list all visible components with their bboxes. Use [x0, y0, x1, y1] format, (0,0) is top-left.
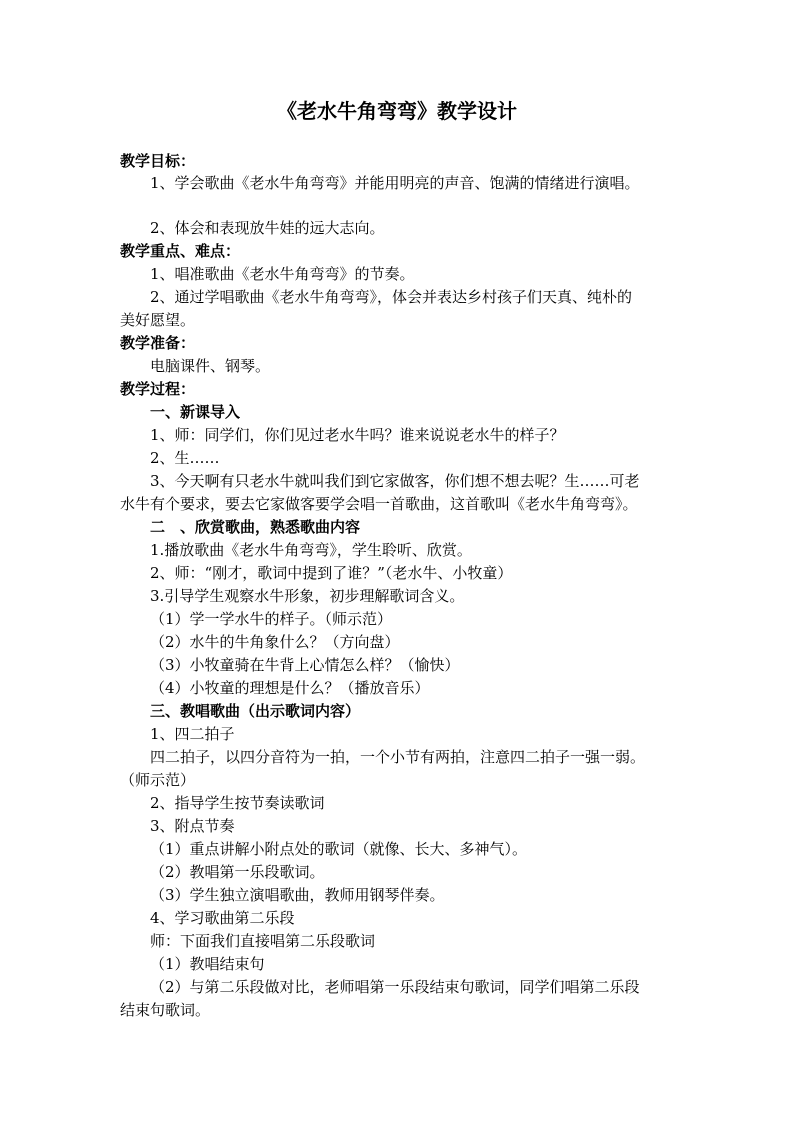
section-3-item-1: 1、四二拍子	[150, 725, 235, 743]
section-3-heading: 三、教唱歌曲（出示歌词内容）	[150, 702, 361, 720]
section-2-heading: 二 、欣赏歌曲，熟悉歌曲内容	[150, 518, 361, 536]
section-1-item-3: 3、今天啊有只老水牛就叫我们到它家做客，你们想不想去呢？生……可老	[150, 472, 640, 490]
key-point-2: 2、通过学唱歌曲《老水牛角弯弯》，体会并表达乡村孩子们天真、纯朴的	[150, 288, 633, 306]
preparation-text: 电脑课件、钢琴。	[150, 357, 271, 375]
section-2-sub-2: （2）水牛的牛角象什么？（方向盘）	[150, 633, 400, 651]
section-3-sub-5-cont: 结束句歌词。	[120, 1001, 211, 1019]
section-3-sub-1: （1）重点讲解小附点处的歌词（就像、长大、多神气）。	[150, 840, 528, 858]
objective-2: 2、体会和表现放牛娃的远大志向。	[150, 219, 385, 237]
heading-key-points: 教学重点、难点：	[120, 242, 241, 260]
section-3-item-3: 3、附点节奏	[150, 817, 235, 835]
section-3-item-1-cont: （师示范）	[120, 771, 196, 789]
section-2-sub-4: （4）小牧童的理想是什么？（播放音乐）	[150, 679, 430, 697]
section-1-item-1: 1、师：同学们，你们见过老水牛吗？谁来说说老水牛的样子？	[150, 426, 565, 444]
section-2-item-3: 3.引导学生观察水牛形象，初步理解歌词含义。	[150, 587, 465, 605]
section-3-sub-2: （2）教唱第一乐段歌词。	[150, 863, 325, 881]
document-title: 《老水牛角弯弯》教学设计	[277, 99, 517, 123]
objective-1: 1、学会歌曲《老水牛角弯弯》并能用明亮的声音、饱满的情绪进行演唱。	[150, 174, 640, 192]
section-3-sub-4: （1）教唱结束句	[150, 955, 265, 973]
section-3-teacher-line: 师：下面我们直接唱第二乐段歌词	[150, 932, 376, 950]
section-1-item-2: 2、生……	[150, 449, 220, 467]
section-2-item-2: 2、师：“刚才，歌词中提到了谁？”（老水牛、小牧童）	[150, 564, 513, 582]
section-3-item-1-text: 四二拍子，以四分音符为一拍，一个小节有两拍，注意四二拍子一强一弱。	[150, 748, 646, 766]
section-3-sub-5: （2）与第二乐段做对比，老师唱第一乐段结束句歌词，同学们唱第二乐段	[150, 978, 640, 996]
section-3-sub-3: （3）学生独立演唱歌曲，教师用钢琴伴奏。	[150, 886, 445, 904]
section-2-sub-1: （1）学一学水牛的样子。（师示范）	[150, 610, 393, 628]
heading-preparation: 教学准备：	[120, 334, 196, 352]
section-1-heading: 一、新课导入	[150, 403, 241, 421]
section-2-item-1: 1.播放歌曲《老水牛角弯弯》，学生聆听、欣赏。	[150, 541, 472, 559]
heading-process: 教学过程：	[120, 380, 196, 398]
key-point-1: 1、唱准歌曲《老水牛角弯弯》的节奏。	[150, 265, 415, 283]
section-3-item-2: 2、指导学生按节奏读歌词	[150, 794, 325, 812]
heading-objectives: 教学目标：	[120, 152, 196, 170]
section-3-item-4: 4、学习歌曲第二乐段	[150, 909, 295, 927]
section-1-item-3-cont: 水牛有个要求，要去它家做客要学会唱一首歌曲，这首歌叫《老水牛角弯弯》。	[120, 495, 638, 513]
section-2-sub-3: （3）小牧童骑在牛背上心情怎么样？（愉快）	[150, 656, 460, 674]
key-point-2-cont: 美好愿望。	[120, 311, 196, 329]
